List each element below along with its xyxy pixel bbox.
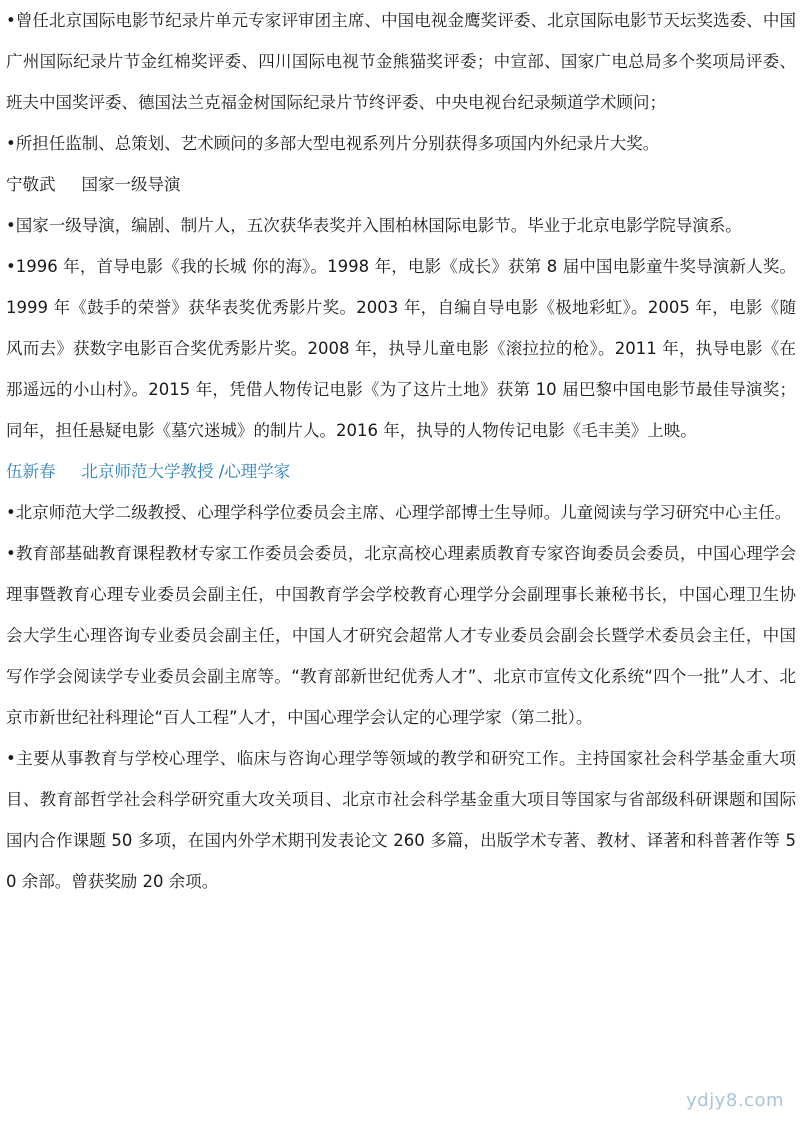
person-name: 伍新春 bbox=[6, 462, 56, 481]
document-page bbox=[6, 0, 796, 902]
paragraph-awards-series: •所担任监制、总策划、艺术顾问的多部大型电视系列片分别获得多项国内外纪录片大奖。 bbox=[6, 134, 660, 153]
paragraph-wu-research: •主要从事教育与学校心理学、临床与咨询心理学等领域的教学和研究工作。主持国家社会科学基金重大项目、教育部哲学社会科学研究重大攻关项目、北京市社会科学基金重大项目等国家与省部级科研课题和国际国内合作课题 50 多项，在国内外学术期刊发表论文 260 多篇，出版学术专著、教材、译著和科普著作等 50 余部。曾获奖励 20 余项。 bbox=[6, 749, 796, 891]
paragraph-awards-roles: •曾任北京国际电影节纪录片单元专家评审团主席、中国电视金鹰奖评委、北京国际电影节天坛奖选委、中国广州国际纪录片节金红棉奖评委、四川国际电视节金熊猫奖评委；中宣部、国家广电总局多个奖项局评委、班夫中国奖评委、德国法兰克福金树国际纪录片节终评委、中央电视台纪录频道学术顾问； bbox=[6, 11, 796, 112]
person-heading-ning bbox=[6, 164, 796, 205]
person-name: 宁敬武 bbox=[6, 175, 56, 194]
paragraph-ning-career: •1996 年，首导电影《我的长城 你的海》。1998 年，电影《成长》获第 8 届中国电影童牛奖导演新人奖。1999 年《鼓手的荣誉》获华表奖优秀影片奖。2003 年，自编自导电影《极地彩虹》。2005 年，电影《随风而去》获数字电影百合奖优秀影片奖。2008 年，执导儿童电影《滚拉拉的枪》。2011 年，执导电影《在那遥远的小山村》。2015 年，凭借人物传记电影《为了这片土地》获第 10 届巴黎中国电影节最佳导演奖；同年，担任悬疑电影《墓穴迷城》的制片人。2016 年，执导的人物传记电影《毛丰美》上映。 bbox=[6, 257, 796, 440]
paragraph-wu-intro: •北京师范大学二级教授、心理学科学位委员会主席、心理学部博士生导师。儿童阅读与学习研究中心主任。 bbox=[6, 503, 792, 522]
person-title: 北京师范大学教授 /心理学家 bbox=[81, 462, 291, 481]
person-heading-wu bbox=[6, 451, 796, 492]
watermark: ydjy8.com bbox=[686, 1090, 784, 1111]
paragraph-ning-intro: •国家一级导演，编剧、制片人，五次获华表奖并入围柏林国际电影节。毕业于北京电影学院导演系。 bbox=[6, 216, 742, 235]
person-title: 国家一级导演 bbox=[81, 175, 181, 194]
paragraph-wu-roles: •教育部基础教育课程教材专家工作委员会委员，北京高校心理素质教育专家咨询委员会委员，中国心理学会理事暨教育心理专业委员会副主任，中国教育学会学校教育心理学分会副理事长兼秘书长，中国心理卫生协会大学生心理咨询专业委员会副主任，中国人才研究会超常人才专业委员会副会长暨学术委员会主任，中国写作学会阅读学专业委员会副主席等。“教育部新世纪优秀人才”、北京市宣传文化系统“四个一批”人才、北京市新世纪社科理论“百人工程”人才，中国心理学会认定的心理学家（第二批）。 bbox=[6, 544, 796, 727]
